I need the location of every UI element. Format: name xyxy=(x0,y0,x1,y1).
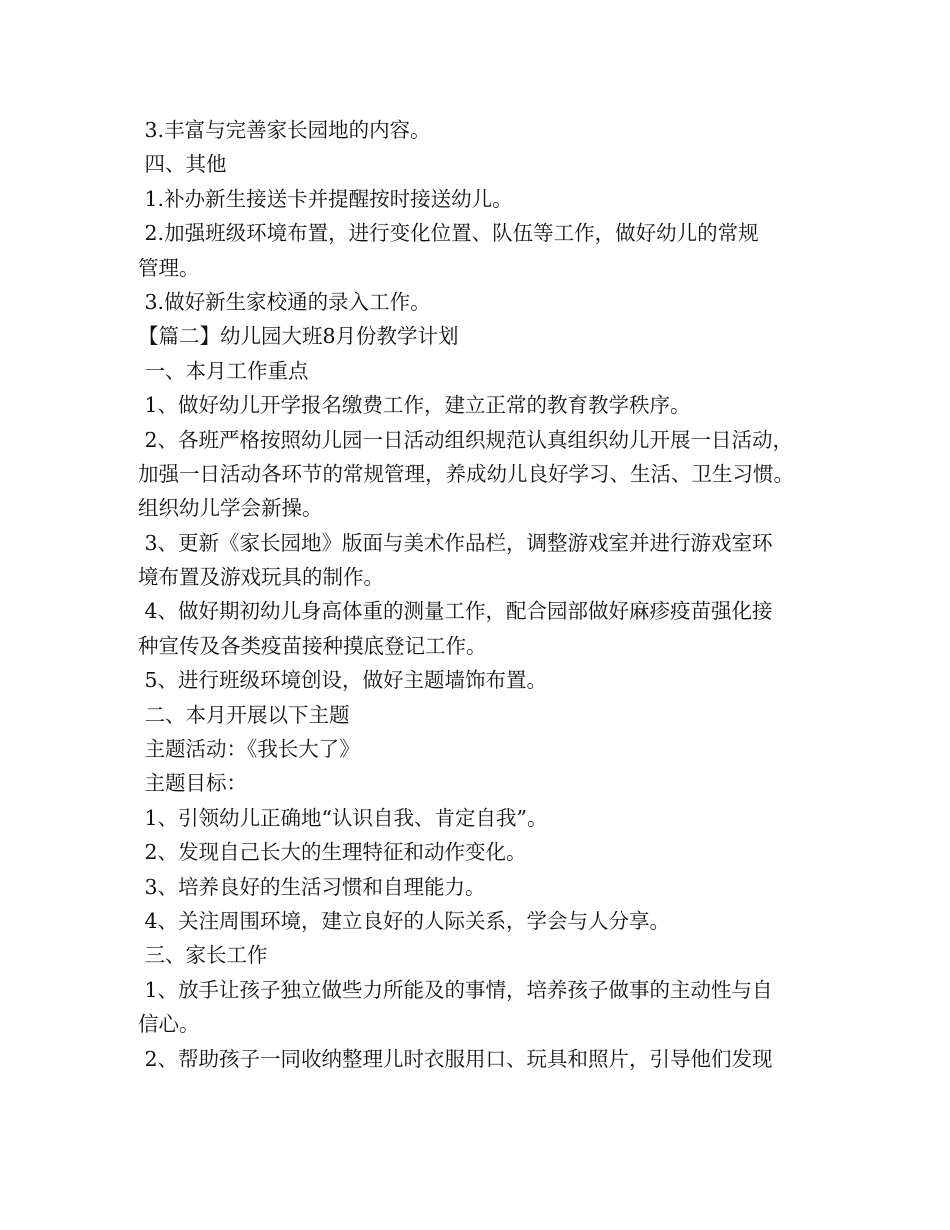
text-line: 主题目标： xyxy=(138,771,248,796)
text-line: 1、做好幼儿开学报名缴费工作，建立正常的教育教学秩序。 xyxy=(138,393,691,418)
text-line: 加强一日活动各环节的常规管理，养成幼儿良好学习、生活、卫生习惯。 xyxy=(138,461,794,486)
text-line: 4、关注周围环境，建立良好的人际关系，学会与人分享。 xyxy=(138,908,671,933)
document-body xyxy=(138,113,838,1076)
text-line: 5、进行班级环境创设，做好主题墙饰布置。 xyxy=(138,668,548,693)
text-line: 信心。 xyxy=(138,1012,200,1037)
section-heading: 三、家长工作 xyxy=(138,943,268,968)
text-line: 管理。 xyxy=(138,255,200,280)
text-line: 2、各班严格按照幼儿园一日活动组织规范认真组织幼儿开展一日活动， xyxy=(138,427,794,452)
section-heading: 一、本月工作重点 xyxy=(138,358,309,383)
text-line: 1、放手让孩子独立做些力所能及的事情，培养孩子做事的主动性与自 xyxy=(138,977,773,1002)
text-line: 3.做好新生家校通的录入工作。 xyxy=(138,289,431,314)
text-line: 1、引领幼儿正确地“认识自我、肯定自我”。 xyxy=(138,805,548,830)
text-line: 2、发现自己长大的生理特征和动作变化。 xyxy=(138,840,527,865)
text-line: 组织幼儿学会新操。 xyxy=(138,496,323,521)
text-line: 4、做好期初幼儿身高体重的测量工作，配合园部做好麻疹疫苗强化接 xyxy=(138,599,773,624)
section-heading: 二、本月开展以下主题 xyxy=(138,702,350,727)
text-line: 3.丰富与完善家长园地的内容。 xyxy=(138,118,431,142)
text-line: 境布置及游戏玩具的制作。 xyxy=(138,565,384,590)
section-heading: 四、其他 xyxy=(138,152,227,177)
text-line: 种宣传及各类疫苗接种摸底登记工作。 xyxy=(138,633,487,658)
article-title: 【篇二】幼儿园大班8月份教学计划 xyxy=(138,324,459,349)
text-line: 2.加强班级环境布置，进行变化位置、队伍等工作，做好幼儿的常规 xyxy=(138,221,759,246)
text-line: 3、培养良好的生活习惯和自理能力。 xyxy=(138,874,486,899)
text-line: 2、帮助孩子一同收纳整理儿时衣服用口、玩具和照片，引导他们发现 xyxy=(138,1046,773,1071)
text-line: 1.补办新生接送卡并提醒按时接送幼儿。 xyxy=(138,186,513,211)
text-line: 3、更新《家长园地》版面与美术作品栏，调整游戏室并进行游戏室环 xyxy=(138,530,773,555)
text-line: 主题活动：《我长大了》 xyxy=(138,737,360,762)
